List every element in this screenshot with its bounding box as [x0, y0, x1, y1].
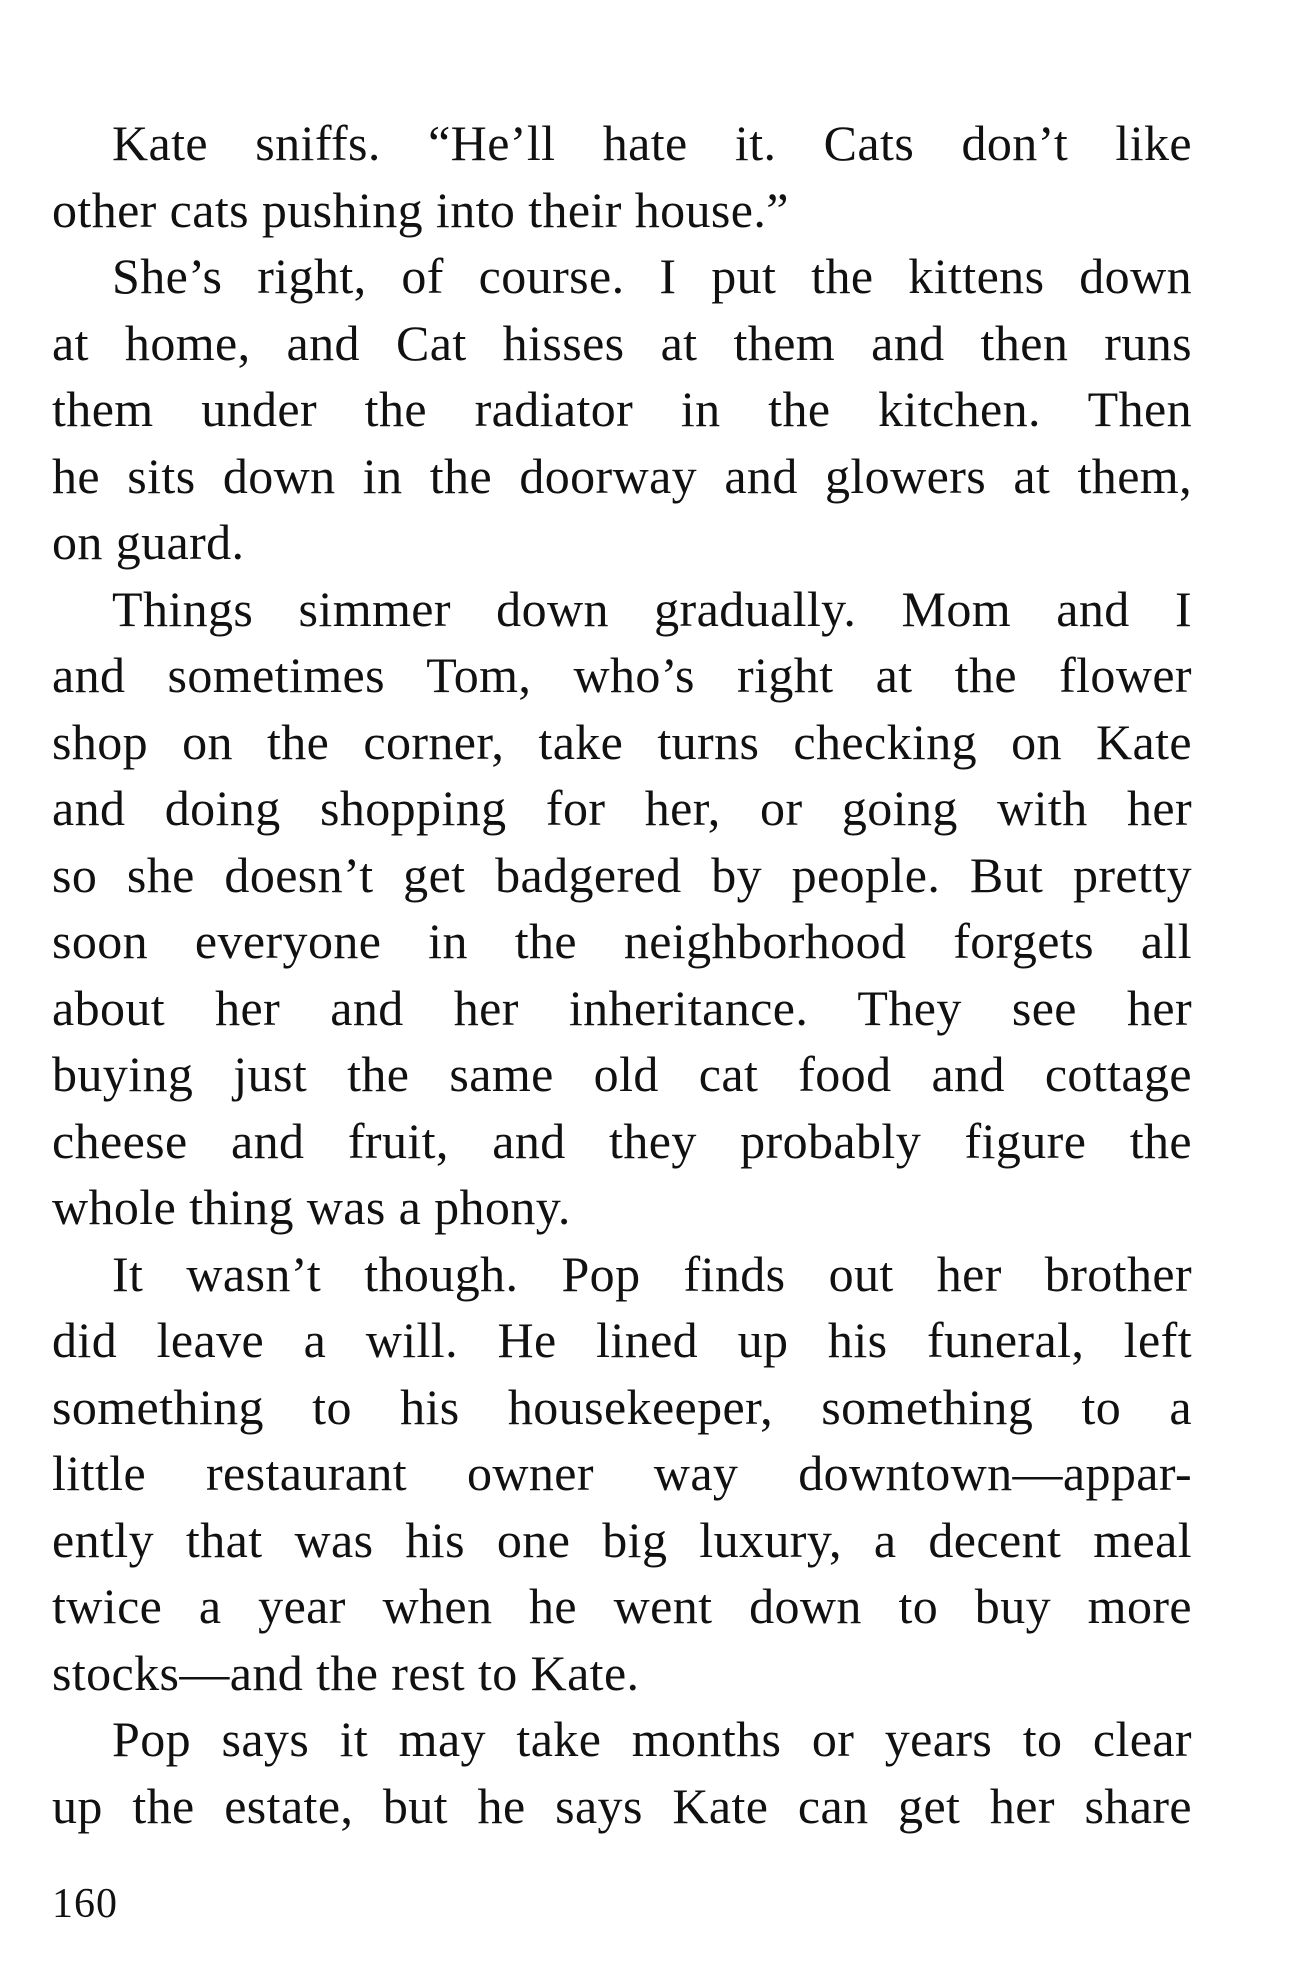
text-line: cheese and fruit, and they probably figure the	[52, 1112, 1192, 1169]
text-line: buying just the same old cat food and cottage	[52, 1046, 1192, 1102]
text-line: She’s right, of course. I put the kittens down	[112, 248, 1192, 304]
text-line: It wasn’t though. Pop finds out her brother	[112, 1245, 1192, 1302]
text-line: Things simmer down gradually. Mom and I	[112, 580, 1192, 637]
text-line: so she doesn’t get badgered by people. But pretty	[52, 846, 1192, 903]
text-line: soon everyone in the neighborhood forgets all	[52, 913, 1192, 969]
text-line: them under the radiator in the kitchen. Then	[52, 381, 1192, 437]
paragraph-5	[52, 1706, 1192, 1839]
page-number: 160	[52, 1881, 118, 1927]
text-line: whole thing was a phony.	[52, 1179, 571, 1235]
paragraph-3	[52, 576, 1192, 1241]
text-line: at home, and Cat hisses at them and then runs	[52, 314, 1192, 371]
text-line: twice a year when he went down to buy more	[52, 1578, 1192, 1634]
paragraph-1	[52, 110, 1192, 243]
text-line: other cats pushing into their house.”	[52, 181, 789, 238]
text-line: little restaurant owner way downtown—appar-	[52, 1445, 1192, 1501]
text-line: did leave a will. He lined up his funeral, left	[52, 1312, 1192, 1368]
text-line: up the estate, but he says Kate can get her share	[52, 1777, 1192, 1834]
text-line: Kate sniffs. “He’ll hate it. Cats don’t like	[112, 115, 1192, 171]
text-line: and doing shopping for her, or going with her	[52, 780, 1192, 836]
text-line: on guard.	[52, 514, 245, 570]
text-line: shop on the corner, take turns checking on Kate	[52, 713, 1192, 770]
text-line: stocks—and the rest to Kate.	[52, 1644, 640, 1701]
text-line: he sits down in the doorway and glowers at them,	[52, 447, 1192, 504]
text-line: something to his housekeeper, something to a	[52, 1378, 1192, 1435]
paragraph-2	[52, 243, 1192, 576]
text-line: ently that was his one big luxury, a decent meal	[52, 1511, 1192, 1568]
page-body	[52, 110, 1192, 1839]
text-line: Pop says it may take months or years to clear	[112, 1711, 1192, 1767]
text-line: and sometimes Tom, who’s right at the flower	[52, 647, 1192, 703]
paragraph-4	[52, 1241, 1192, 1707]
text-line: about her and her inheritance. They see her	[52, 979, 1192, 1036]
